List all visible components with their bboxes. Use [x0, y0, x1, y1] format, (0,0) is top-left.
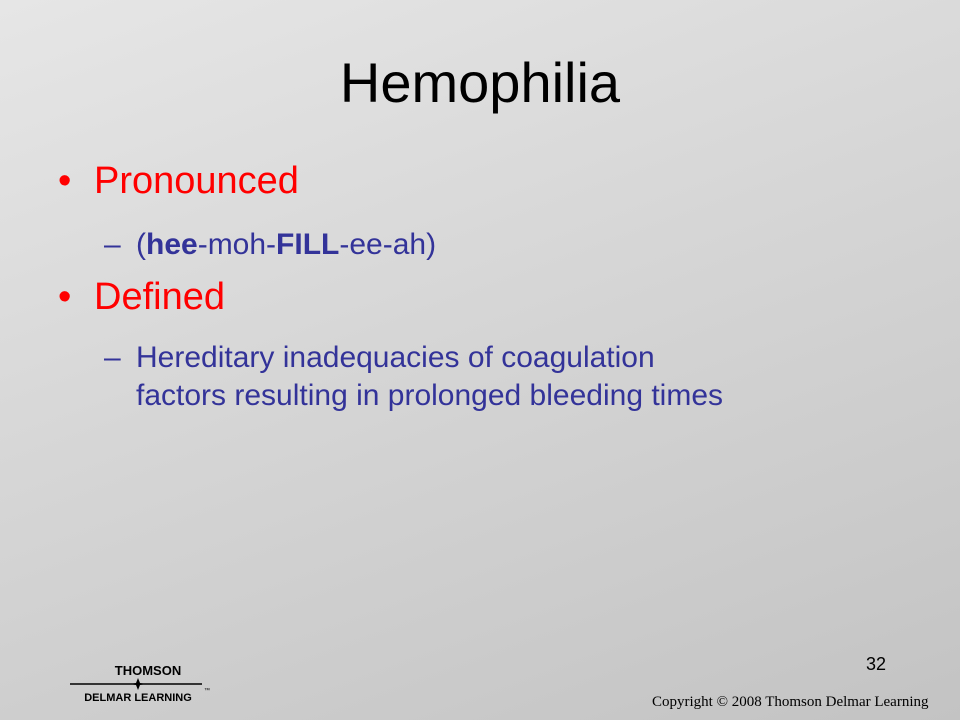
pronunciation-stress-1: hee	[146, 228, 198, 261]
pronunciation-open: (	[136, 228, 146, 261]
logo-trademark: ™	[204, 688, 210, 694]
definition-line-1: Hereditary inadequacies of coagulation	[136, 341, 655, 374]
pronunciation-syllable: -moh-	[197, 228, 277, 261]
definition-line-2: factors resulting in prolonged bleeding times	[136, 379, 724, 412]
logo-top-text: THOMSON	[114, 663, 182, 678]
slide-title: Hemophilia	[339, 51, 621, 114]
copyright-notice: Copyright © 2008 Thomson Delmar Learning	[652, 694, 929, 710]
publisher-logo	[66, 662, 216, 706]
sub-bullet-glyph: –	[104, 341, 121, 374]
bullet-label: Pronounced	[94, 160, 299, 202]
logo-bottom-text: DELMAR LEARNING	[84, 692, 192, 704]
logo-star-icon	[130, 678, 146, 690]
bullet-defined	[58, 276, 225, 319]
bullet-glyph: •	[58, 160, 72, 202]
bullet-label: Defined	[94, 276, 225, 318]
pronunciation-syllable: -ee-ah)	[339, 228, 437, 261]
bullet-pronounced	[58, 160, 299, 203]
page-number: 32	[866, 654, 887, 674]
pronunciation-line	[104, 226, 436, 264]
sub-bullet-glyph: –	[104, 228, 121, 261]
bullet-glyph: •	[58, 276, 72, 318]
definition-text	[104, 339, 723, 415]
pronunciation-stress-2: FILL	[276, 228, 340, 261]
